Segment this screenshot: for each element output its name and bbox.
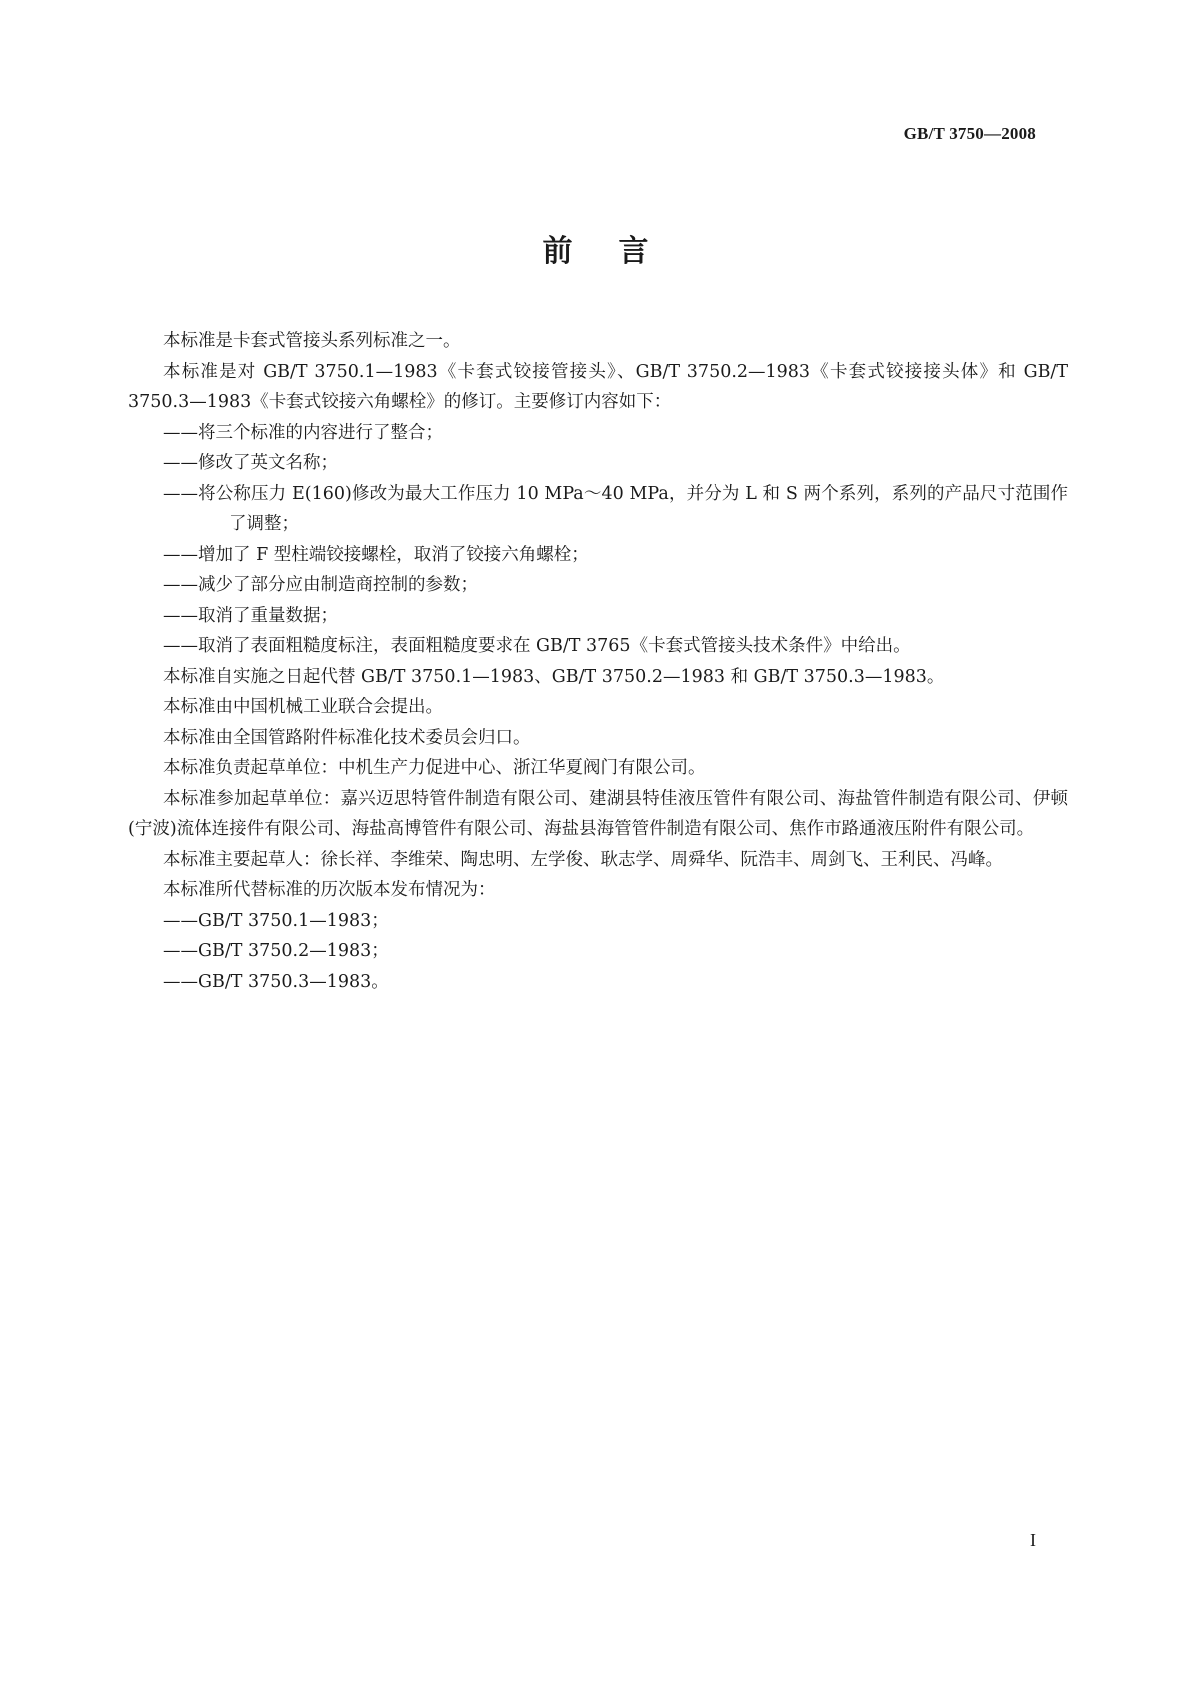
document-body <box>128 326 1068 997</box>
change-item: ——取消了表面粗糙度标注，表面粗糙度要求在 GB/T 3765《卡套式管接头技术条件》中给出。 <box>163 636 911 656</box>
paragraph-centralized-by: 本标准由全国管路附件标准化技术委员会归口。 <box>163 727 531 748</box>
history-item: ——GB/T 3750.2—1983； <box>163 941 389 961</box>
change-item: ——取消了重量数据； <box>163 605 338 626</box>
history-item: ——GB/T 3750.1—1983； <box>163 910 389 931</box>
change-item: ——减少了部分应由制造商控制的参数； <box>163 575 478 595</box>
paragraph-drafters: 本标准主要起草人：徐长祥、李维荣、陶忠明、左学俊、耿志学、周舜华、阮浩丰、周剑飞、王利民、冯峰。 <box>163 849 1003 870</box>
history-item: ——GB/T 3750.3—1983。 <box>163 971 389 992</box>
paragraph-proposed-by: 本标准由中国机械工业联合会提出。 <box>163 697 443 717</box>
page-number: I <box>1030 1530 1036 1550</box>
paragraph-intro: 本标准是卡套式管接头系列标准之一。 <box>163 331 461 351</box>
paragraph-drafting-unit: 本标准负责起草单位：中机生产力促进中心、浙江华夏阀门有限公司。 <box>163 758 706 778</box>
paragraph-replaces: 本标准自实施之日起代替 GB/T 3750.1—1983、GB/T 3750.2—1983 和 GB/T 3750.3—1983。 <box>163 666 945 687</box>
change-item: ——将三个标准的内容进行了整合； <box>163 422 443 443</box>
change-item: ——将公称压力 E(160)修改为最大工作压力 10 MPa～40 MPa，并分为 L 和 S 两个系列，系列的产品尺寸范围作了调整； <box>163 483 1068 534</box>
paragraph-participating-units: 本标准参加起草单位：嘉兴迈思特管件制造有限公司、建湖县特佳液压管件有限公司、海盐管件制造有限公司、伊顿(宁波)流体连接件有限公司、海盐高博管件有限公司、海盐县海管管件制造有限公司、焦作市路通液压附件有限公司。 <box>128 788 1068 839</box>
change-item: ——增加了 F 型柱端铰接螺栓，取消了铰接六角螺栓； <box>163 544 589 565</box>
paragraph-history-intro: 本标准所代替标准的历次版本发布情况为： <box>163 880 496 900</box>
page-title: 前言 <box>542 234 695 269</box>
change-item: ——修改了英文名称； <box>163 453 338 473</box>
standard-code: GB/T 3750—2008 <box>903 124 1036 143</box>
paragraph-revision: 本标准是对 GB/T 3750.1—1983《卡套式铰接管接头》、GB/T 3750.2—1983《卡套式铰接接头体》和 GB/T 3750.3—1983《卡套式铰接六角螺栓》的修订。主要修订内容如下： <box>128 361 1068 412</box>
